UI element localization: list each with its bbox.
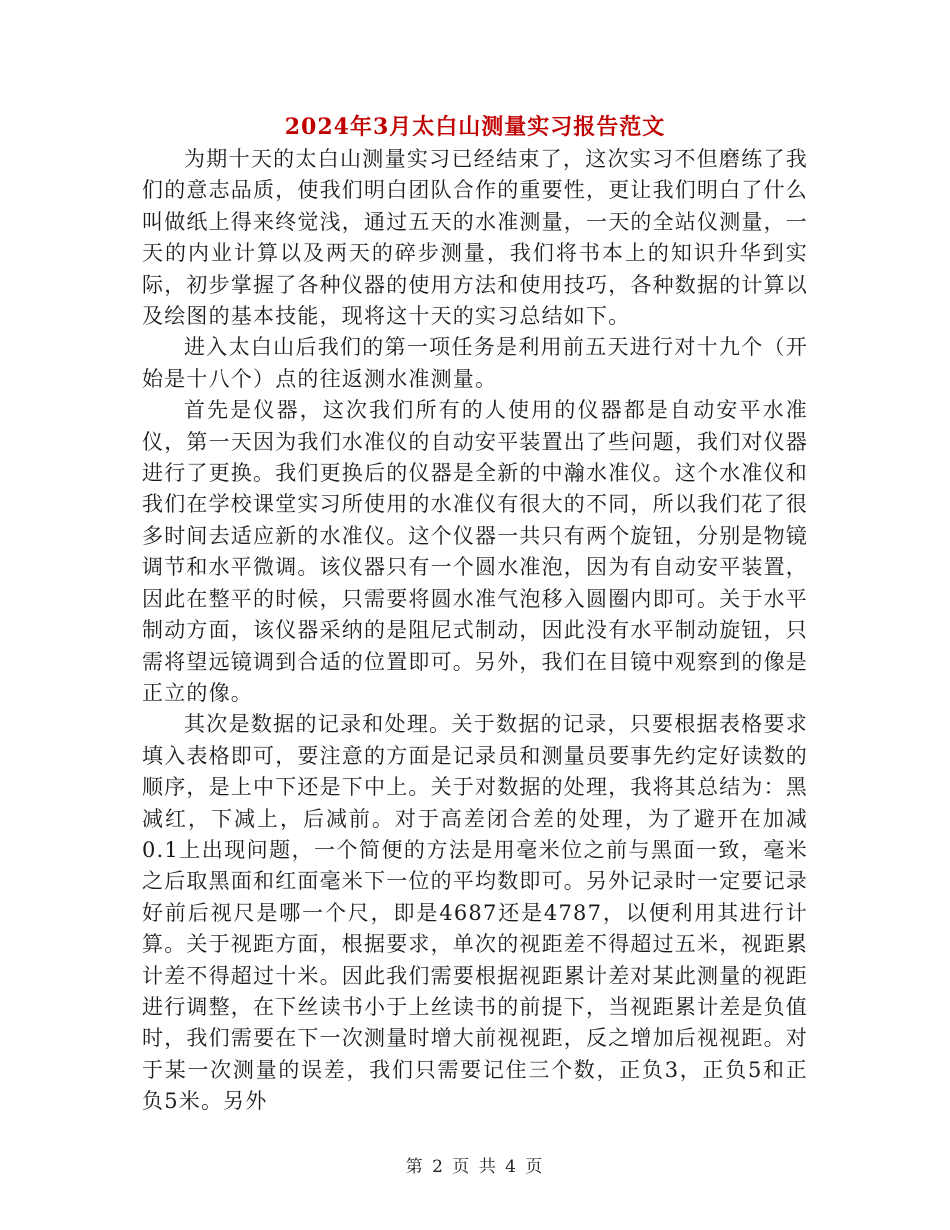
- paragraph: 进入太白山后我们的第一项任务是利用前五天进行对十九个（开始是十八个）点的往返测水准测量。: [142, 335, 808, 391]
- paragraph: 其次是数据的记录和处理。关于数据的记录，只要根据表格要求填入表格即可，要注意的方面是记录员和测量员要事先约定好读数的顺序，是上中下还是下中上。关于对数据的处理，我将其总结为：黑减红，下减上，后减前。对于高差闭合差的处理，为了避开在加减0.1上出现问题，一个简便的方法是用毫米位之前与黑面一致，毫米之后取黑面和红面毫米下一位的平均数即可。另外记录时一定要记录好前后视尺是哪一个尺，即是4687还是4787，以便利用其进行计算。关于视距方面，根据要求，单次的视距差不得超过五米，视距累计差不得超过十米。因此我们需要根据视距累计差对某此测量的视距进行调整，在下丝读书小于上丝读书的前提下，当视距累计差是负值时，我们需要在下一次测量时增大前视视距，反之增加后视视距。对于某一次测量的误差，我们只需要记住三个数，正负3，正负5和正负5米。另外: [142, 712, 808, 1114]
- document-title: 2024年3月太白山测量实习报告范文: [284, 114, 666, 140]
- document-body: [142, 144, 808, 1118]
- page-number-footer: 第 2 页 共 4 页: [405, 1157, 545, 1177]
- paragraph: 为期十天的太白山测量实习已经结束了，这次实习不但磨练了我们的意志品质，使我们明白团队合作的重要性，更让我们明白了什么叫做纸上得来终觉浅，通过五天的水准测量，一天的全站仪测量，一天的内业计算以及两天的碎步测量，我们将书本上的知识升华到实际，初步掌握了各种仪器的使用方法和使用技巧，各种数据的计算以及绘图的基本技能，现将这十天的实习总结如下。: [142, 147, 808, 329]
- paragraph: 首先是仪器，这次我们所有的人使用的仪器都是自动安平水准仪，第一天因为我们水准仪的自动安平装置出了些问题，我们对仪器进行了更换。我们更换后的仪器是全新的中瀚水准仪。这个水准仪和我们在学校课堂实习所使用的水准仪有很大的不同，所以我们花了很多时间去适应新的水准仪。这个仪器一共只有两个旋钮，分别是物镜调节和水平微调。该仪器只有一个圆水准泡，因为有自动安平装置，因此在整平的时候，只需要将圆水准气泡移入圆圈内即可。关于水平制动方面，该仪器采纳的是阻尼式制动，因此没有水平制动旋钮，只需将望远镜调到合适的位置即可。另外，我们在目镜中观察到的像是正立的像。: [142, 398, 808, 705]
